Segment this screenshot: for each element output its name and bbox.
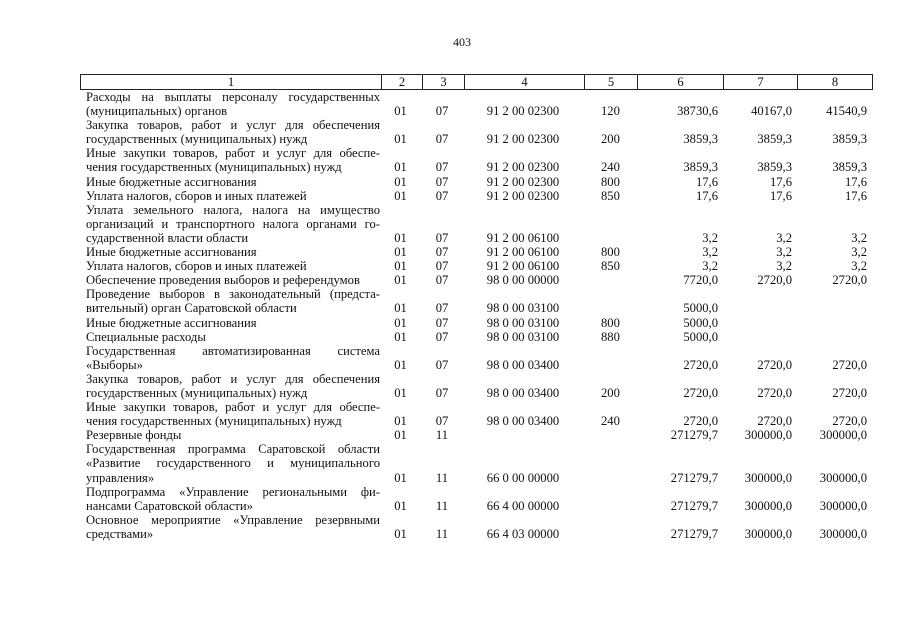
target-article: 91 2 00 02300 bbox=[486, 160, 560, 175]
row-description bbox=[80, 287, 380, 315]
target-article: 98 0 00 03400 bbox=[486, 357, 560, 372]
amount-col-6: 17,6 bbox=[695, 174, 718, 189]
table-row bbox=[80, 372, 871, 400]
expense-type: 240 bbox=[601, 414, 620, 429]
amount-col-6: 5000,0 bbox=[683, 301, 718, 316]
subsection: 11 bbox=[435, 428, 449, 443]
subsection: 07 bbox=[435, 357, 449, 372]
description-line: Подпрограмма «Управление региональными фи- bbox=[86, 484, 380, 499]
amount-col-7: 3859,3 bbox=[757, 160, 792, 175]
section: 01 bbox=[394, 132, 407, 147]
amount-col-7: 3,2 bbox=[776, 245, 792, 260]
amount-col-8: 300000,0 bbox=[819, 470, 867, 485]
header-col-7: 7 bbox=[723, 75, 797, 89]
description-line: организаций и транспортного налога органами го- bbox=[86, 216, 380, 231]
amount-col-7: 300000,0 bbox=[744, 526, 792, 541]
amount-col-6: 2720,0 bbox=[683, 414, 718, 429]
table-row bbox=[80, 203, 871, 245]
target-article: 91 2 00 06100 bbox=[486, 259, 560, 274]
section: 01 bbox=[394, 526, 407, 541]
section: 01 bbox=[394, 259, 407, 274]
subsection: 11 bbox=[435, 526, 449, 541]
amount-col-8: 17,6 bbox=[844, 188, 867, 203]
description-line: (муниципальных) органов bbox=[86, 104, 228, 119]
target-article: 66 4 03 00000 bbox=[486, 526, 560, 541]
description-line: государственных (муниципальных) нужд bbox=[86, 385, 308, 400]
table-row bbox=[80, 330, 871, 344]
amount-col-8: 2720,0 bbox=[832, 385, 867, 400]
section: 01 bbox=[394, 428, 407, 443]
description-line: Уплата земельного налога, налога на имущество bbox=[86, 202, 380, 217]
amount-col-7: 2720,0 bbox=[757, 357, 792, 372]
target-article: 91 2 00 02300 bbox=[486, 104, 560, 119]
section: 01 bbox=[394, 357, 407, 372]
description-line: сударственной власти области bbox=[86, 230, 249, 245]
row-description bbox=[80, 442, 380, 484]
subsection: 11 bbox=[435, 498, 449, 513]
amount-col-7: 300000,0 bbox=[744, 498, 792, 513]
description-line: Уплата налогов, сборов и иных платежей bbox=[86, 259, 307, 274]
table-row bbox=[80, 513, 871, 541]
description-line: Проведение выборов в законодательный (предста- bbox=[86, 287, 380, 302]
section: 01 bbox=[394, 414, 407, 429]
row-description bbox=[80, 428, 380, 442]
amount-col-7: 2720,0 bbox=[757, 414, 792, 429]
target-article: 66 0 00 00000 bbox=[486, 470, 560, 485]
expense-type: 800 bbox=[601, 315, 620, 330]
expense-type: 800 bbox=[601, 245, 620, 260]
section: 01 bbox=[394, 498, 407, 513]
amount-col-6: 271279,7 bbox=[670, 498, 718, 513]
description-line: Государственная программа Саратовской области bbox=[86, 442, 380, 457]
target-article: 91 2 00 06100 bbox=[486, 245, 560, 260]
target-article: 91 2 00 02300 bbox=[486, 174, 560, 189]
expense-type: 200 bbox=[601, 132, 620, 147]
subsection: 07 bbox=[435, 301, 449, 316]
amount-col-6: 3,2 bbox=[702, 230, 718, 245]
amount-col-7: 300000,0 bbox=[744, 470, 792, 485]
table-row bbox=[80, 485, 871, 513]
description-line: Резервные фонды bbox=[86, 428, 182, 443]
description-line: Иные бюджетные ассигнования bbox=[86, 174, 257, 189]
section: 01 bbox=[394, 230, 407, 245]
table-row bbox=[80, 428, 871, 442]
section: 01 bbox=[394, 385, 407, 400]
description-line: чения государственных (муниципальных) нужд bbox=[86, 414, 342, 429]
amount-col-8: 3859,3 bbox=[832, 160, 867, 175]
section: 01 bbox=[394, 329, 407, 344]
table-row bbox=[80, 90, 871, 118]
row-description bbox=[80, 90, 380, 118]
page-number: 403 bbox=[453, 35, 471, 49]
table-row bbox=[80, 175, 871, 189]
table-row bbox=[80, 400, 871, 428]
row-description bbox=[80, 146, 380, 174]
subsection: 07 bbox=[435, 385, 449, 400]
target-article: 98 0 00 00000 bbox=[486, 273, 560, 288]
description-line: «Выборы» bbox=[86, 357, 143, 372]
description-line: Закупка товаров, работ и услуг для обеспечения bbox=[86, 371, 380, 386]
table-body bbox=[80, 90, 871, 541]
amount-col-6: 3859,3 bbox=[683, 160, 718, 175]
description-line: Иные бюджетные ассигнования bbox=[86, 315, 257, 330]
description-line: Иные бюджетные ассигнования bbox=[86, 245, 257, 260]
amount-col-7: 17,6 bbox=[769, 188, 792, 203]
target-article: 91 2 00 06100 bbox=[486, 230, 560, 245]
amount-col-7: 2720,0 bbox=[757, 273, 792, 288]
amount-col-8: 2720,0 bbox=[832, 357, 867, 372]
amount-col-8: 3,2 bbox=[851, 245, 867, 260]
table-row bbox=[80, 287, 871, 315]
subsection: 07 bbox=[435, 104, 449, 119]
row-description bbox=[80, 203, 380, 245]
subsection: 11 bbox=[435, 470, 449, 485]
row-description bbox=[80, 344, 380, 372]
expense-type: 120 bbox=[601, 104, 620, 119]
target-article: 91 2 00 02300 bbox=[486, 188, 560, 203]
section: 01 bbox=[394, 104, 407, 119]
amount-col-6: 271279,7 bbox=[670, 470, 718, 485]
expense-type: 880 bbox=[601, 329, 620, 344]
table-row bbox=[80, 273, 871, 287]
amount-col-8: 2720,0 bbox=[832, 414, 867, 429]
description-line: «Развитие государственного и муниципального bbox=[86, 456, 380, 471]
section: 01 bbox=[394, 245, 407, 260]
amount-col-8: 3,2 bbox=[851, 259, 867, 274]
description-line: управления» bbox=[86, 470, 155, 485]
description-line: Обеспечение проведения выборов и референдумов bbox=[86, 273, 360, 288]
expense-type: 200 bbox=[601, 385, 620, 400]
section: 01 bbox=[394, 174, 407, 189]
description-line: вительный) орган Саратовской области bbox=[86, 301, 297, 316]
target-article: 98 0 00 03100 bbox=[486, 329, 560, 344]
row-description bbox=[80, 118, 380, 146]
subsection: 07 bbox=[435, 329, 449, 344]
header-col-2: 2 bbox=[381, 75, 422, 89]
section: 01 bbox=[394, 188, 407, 203]
table-row bbox=[80, 442, 871, 484]
amount-col-8: 300000,0 bbox=[819, 498, 867, 513]
section: 01 bbox=[394, 160, 407, 175]
amount-col-6: 2720,0 bbox=[683, 385, 718, 400]
subsection: 07 bbox=[435, 315, 449, 330]
expense-type: 850 bbox=[601, 188, 620, 203]
description-line: Закупка товаров, работ и услуг для обеспечения bbox=[86, 118, 380, 133]
row-description bbox=[80, 175, 380, 189]
description-line: Основное мероприятие «Управление резервными bbox=[86, 512, 380, 527]
target-article: 98 0 00 03100 bbox=[486, 315, 560, 330]
table-header bbox=[80, 74, 873, 90]
amount-col-6: 3,2 bbox=[702, 245, 718, 260]
amount-col-6: 5000,0 bbox=[683, 315, 718, 330]
amount-col-6: 2720,0 bbox=[683, 357, 718, 372]
header-col-8: 8 bbox=[797, 75, 872, 89]
row-description bbox=[80, 513, 380, 541]
row-description bbox=[80, 330, 380, 344]
expense-type: 240 bbox=[601, 160, 620, 175]
amount-col-6: 17,6 bbox=[695, 188, 718, 203]
subsection: 07 bbox=[435, 259, 449, 274]
description-line: государственных (муниципальных) нужд bbox=[86, 132, 308, 147]
target-article: 98 0 00 03100 bbox=[486, 301, 560, 316]
table-row bbox=[80, 118, 871, 146]
row-description bbox=[80, 259, 380, 273]
amount-col-8: 300000,0 bbox=[819, 526, 867, 541]
expense-type: 800 bbox=[601, 174, 620, 189]
table-row bbox=[80, 316, 871, 330]
subsection: 07 bbox=[435, 132, 449, 147]
section: 01 bbox=[394, 273, 407, 288]
amount-col-7: 300000,0 bbox=[744, 428, 792, 443]
amount-col-7: 40167,0 bbox=[751, 104, 792, 119]
table-row bbox=[80, 245, 871, 259]
amount-col-6: 3859,3 bbox=[683, 132, 718, 147]
row-description bbox=[80, 485, 380, 513]
header-col-1: 1 bbox=[227, 75, 235, 89]
header-col-5: 5 bbox=[584, 75, 637, 89]
amount-col-8: 41540,9 bbox=[826, 104, 867, 119]
row-description bbox=[80, 372, 380, 400]
table-row bbox=[80, 189, 871, 203]
description-line: Иные закупки товаров, работ и услуг для обеспе- bbox=[86, 400, 380, 415]
amount-col-7: 3,2 bbox=[776, 259, 792, 274]
target-article: 91 2 00 02300 bbox=[486, 132, 560, 147]
description-line: чения государственных (муниципальных) нужд bbox=[86, 160, 342, 175]
expense-type: 850 bbox=[601, 259, 620, 274]
amount-col-7: 3,2 bbox=[776, 230, 792, 245]
header-col-3: 3 bbox=[422, 75, 464, 89]
description-line: Государственная автоматизированная система bbox=[86, 343, 380, 358]
amount-col-8: 17,6 bbox=[844, 174, 867, 189]
subsection: 07 bbox=[435, 273, 449, 288]
table-row bbox=[80, 344, 871, 372]
description-line: Иные закупки товаров, работ и услуг для обеспе- bbox=[86, 146, 380, 161]
table-row bbox=[80, 146, 871, 174]
header-col-4: 4 bbox=[464, 75, 584, 89]
amount-col-7: 2720,0 bbox=[757, 385, 792, 400]
row-description bbox=[80, 400, 380, 428]
subsection: 07 bbox=[435, 174, 449, 189]
table-row bbox=[80, 259, 871, 273]
subsection: 07 bbox=[435, 414, 449, 429]
amount-col-8: 2720,0 bbox=[832, 273, 867, 288]
subsection: 07 bbox=[435, 160, 449, 175]
description-line: средствами» bbox=[86, 526, 154, 541]
amount-col-8: 300000,0 bbox=[819, 428, 867, 443]
subsection: 07 bbox=[435, 230, 449, 245]
header-col-6: 6 bbox=[637, 75, 723, 89]
subsection: 07 bbox=[435, 245, 449, 260]
amount-col-6: 271279,7 bbox=[670, 428, 718, 443]
section: 01 bbox=[394, 301, 407, 316]
section: 01 bbox=[394, 315, 407, 330]
amount-col-6: 38730,6 bbox=[677, 104, 718, 119]
section: 01 bbox=[394, 470, 407, 485]
row-description bbox=[80, 189, 380, 203]
target-article: 98 0 00 03400 bbox=[486, 414, 560, 429]
target-article: 66 4 00 00000 bbox=[486, 498, 560, 513]
amount-col-6: 3,2 bbox=[702, 259, 718, 274]
amount-col-6: 5000,0 bbox=[683, 329, 718, 344]
subsection: 07 bbox=[435, 188, 449, 203]
row-description bbox=[80, 316, 380, 330]
row-description bbox=[80, 273, 380, 287]
description-line: Уплата налогов, сборов и иных платежей bbox=[86, 188, 307, 203]
description-line: Специальные расходы bbox=[86, 329, 206, 344]
description-line: Расходы на выплаты персоналу государственных bbox=[86, 90, 380, 104]
row-description bbox=[80, 245, 380, 259]
amount-col-6: 271279,7 bbox=[670, 526, 718, 541]
description-line: нансами Саратовской области» bbox=[86, 498, 253, 513]
target-article: 98 0 00 03400 bbox=[486, 385, 560, 400]
amount-col-7: 3859,3 bbox=[757, 132, 792, 147]
amount-col-8: 3,2 bbox=[851, 230, 867, 245]
amount-col-7: 17,6 bbox=[769, 174, 792, 189]
amount-col-8: 3859,3 bbox=[832, 132, 867, 147]
amount-col-6: 7720,0 bbox=[683, 273, 718, 288]
